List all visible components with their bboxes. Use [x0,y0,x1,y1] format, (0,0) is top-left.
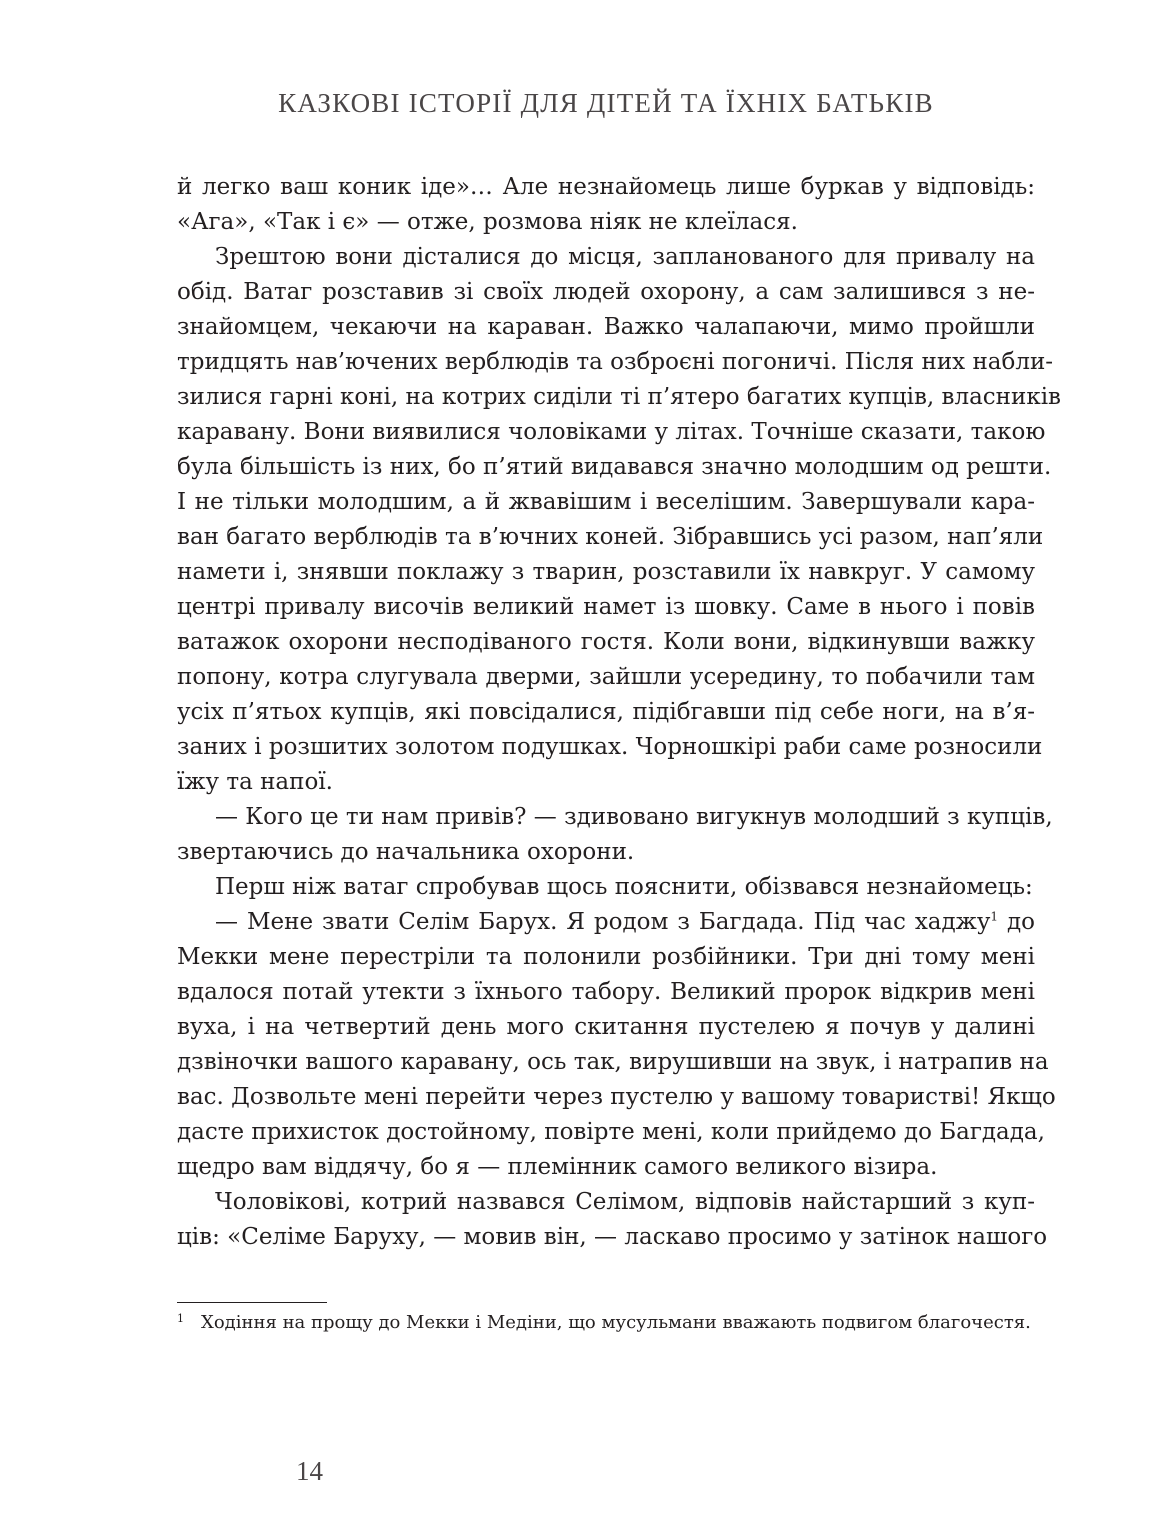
text-line: тридцять нав’ючених верблюдів та озброєні погоничі. Після них набли- [177,349,1054,375]
text-line: центрі привалу височів великий намет із шовку. Саме в нього і повів [177,594,1035,620]
text-line: попону, котра слугувала дверми, зайшли усередину, то побачили там [177,664,1035,690]
text-line: вас. Дозвольте мені перейти через пустелю у вашому товаристві! Якщо [177,1084,1056,1110]
text-line: обід. Ватаг розставив зі своїх людей охорону, а сам залишився з не- [177,279,1035,305]
text-line: дасте прихисток достойному, повірте мені, коли прийдемо до Багдада, [177,1119,1045,1145]
text-line: ватажок охорони несподіваного гостя. Коли вони, відкинувши важку [177,629,1035,655]
text-segment: — Мене звати Селім Барух. Я родом з Багдада. Під час хаджу [215,909,991,935]
footnote-reference[interactable]: 1 [990,909,999,924]
text-line: й легко ваш коник іде»… Але незнайомець лише буркав у відповідь: [177,174,1035,200]
text-line: ван багато верблюдів та в’ючних коней. Зібравшись усі разом, нап’яли [177,524,1044,550]
footnote-number: 1 [177,1312,184,1325]
text-line: їжу та напої. [177,769,333,795]
text-line: ців: «Селіме Баруху, — мовив він, — ласкаво просимо у затінок нашого [177,1224,1048,1250]
text-line: дзвіночки вашого каравану, ось так, вирушивши на звук, і натрапив на [177,1049,1049,1075]
text-line: Зрештою вони дісталися до місця, запланованого для привалу на [215,244,1035,270]
text-line: каравану. Вони виявилися чоловіками у літах. Точніше сказати, такою [177,419,1046,445]
text-line: зилися гарні коні, на котрих сиділи ті п’ятеро багатих купців, власників [177,384,1062,410]
text-line: щедро вам віддячу, бо я — племінник самого великого візира. [177,1154,938,1180]
text-line: І не тільки молодшим, а й жвавішим і веселішим. Завершували кара- [177,489,1035,515]
text-segment: до [998,909,1035,935]
text-line: — Кого це ти нам привів? — здивовано вигукнув молодший з купців, [215,804,1053,830]
page-number: 14 [296,1456,323,1486]
footnote [177,1311,1035,1335]
text-line: Мекки мене перестріли та полонили розбійники. Три дні тому мені [177,944,1035,970]
text-line: звертаючись до начальника охорони. [177,839,635,865]
text-line-with-footnote [177,905,1035,940]
footnote-divider [177,1302,327,1303]
text-line: Чоловікові, котрий назвався Селімом, відповів найстарший з куп- [215,1189,1035,1215]
text-line: знайомцем, чекаючи на караван. Важко чалапаючи, мимо пройшли [177,314,1035,340]
running-header: КАЗКОВІ ІСТОРІЇ ДЛЯ ДІТЕЙ ТА ЇХНІХ БАТЬКІВ [278,88,934,118]
body-text [177,170,1062,1255]
text-line: Перш ніж ватаг спробував щось пояснити, обізвався незнайомець: [215,874,1033,900]
text-line: усіх п’ятьох купців, які повсідалися, підібгавши під себе ноги, на в’я- [177,699,1035,725]
text-line: «Ага», «Так і є» — отже, розмова ніяк не клеїлася. [177,209,798,235]
text-line: була більшість із них, бо п’ятий видавався значно молодшим од решти. [177,454,1052,480]
footnote-text: Ходіння на прощу до Мекки і Медіни, що мусульмани вважають подвигом благочестя. [201,1312,1031,1333]
text-line: заних і розшитих золотом подушках. Чорношкірі раби саме розносили [177,734,1043,760]
text-line: намети і, знявши поклажу з тварин, розставили їх навкруг. У самому [177,559,1035,585]
text-line: вдалося потай утекти з їхнього табору. Великий пророк відкрив мені [177,979,1035,1005]
text-line: вуха, і на четвертий день мого скитання пустелею я почув у далині [177,1014,1035,1040]
